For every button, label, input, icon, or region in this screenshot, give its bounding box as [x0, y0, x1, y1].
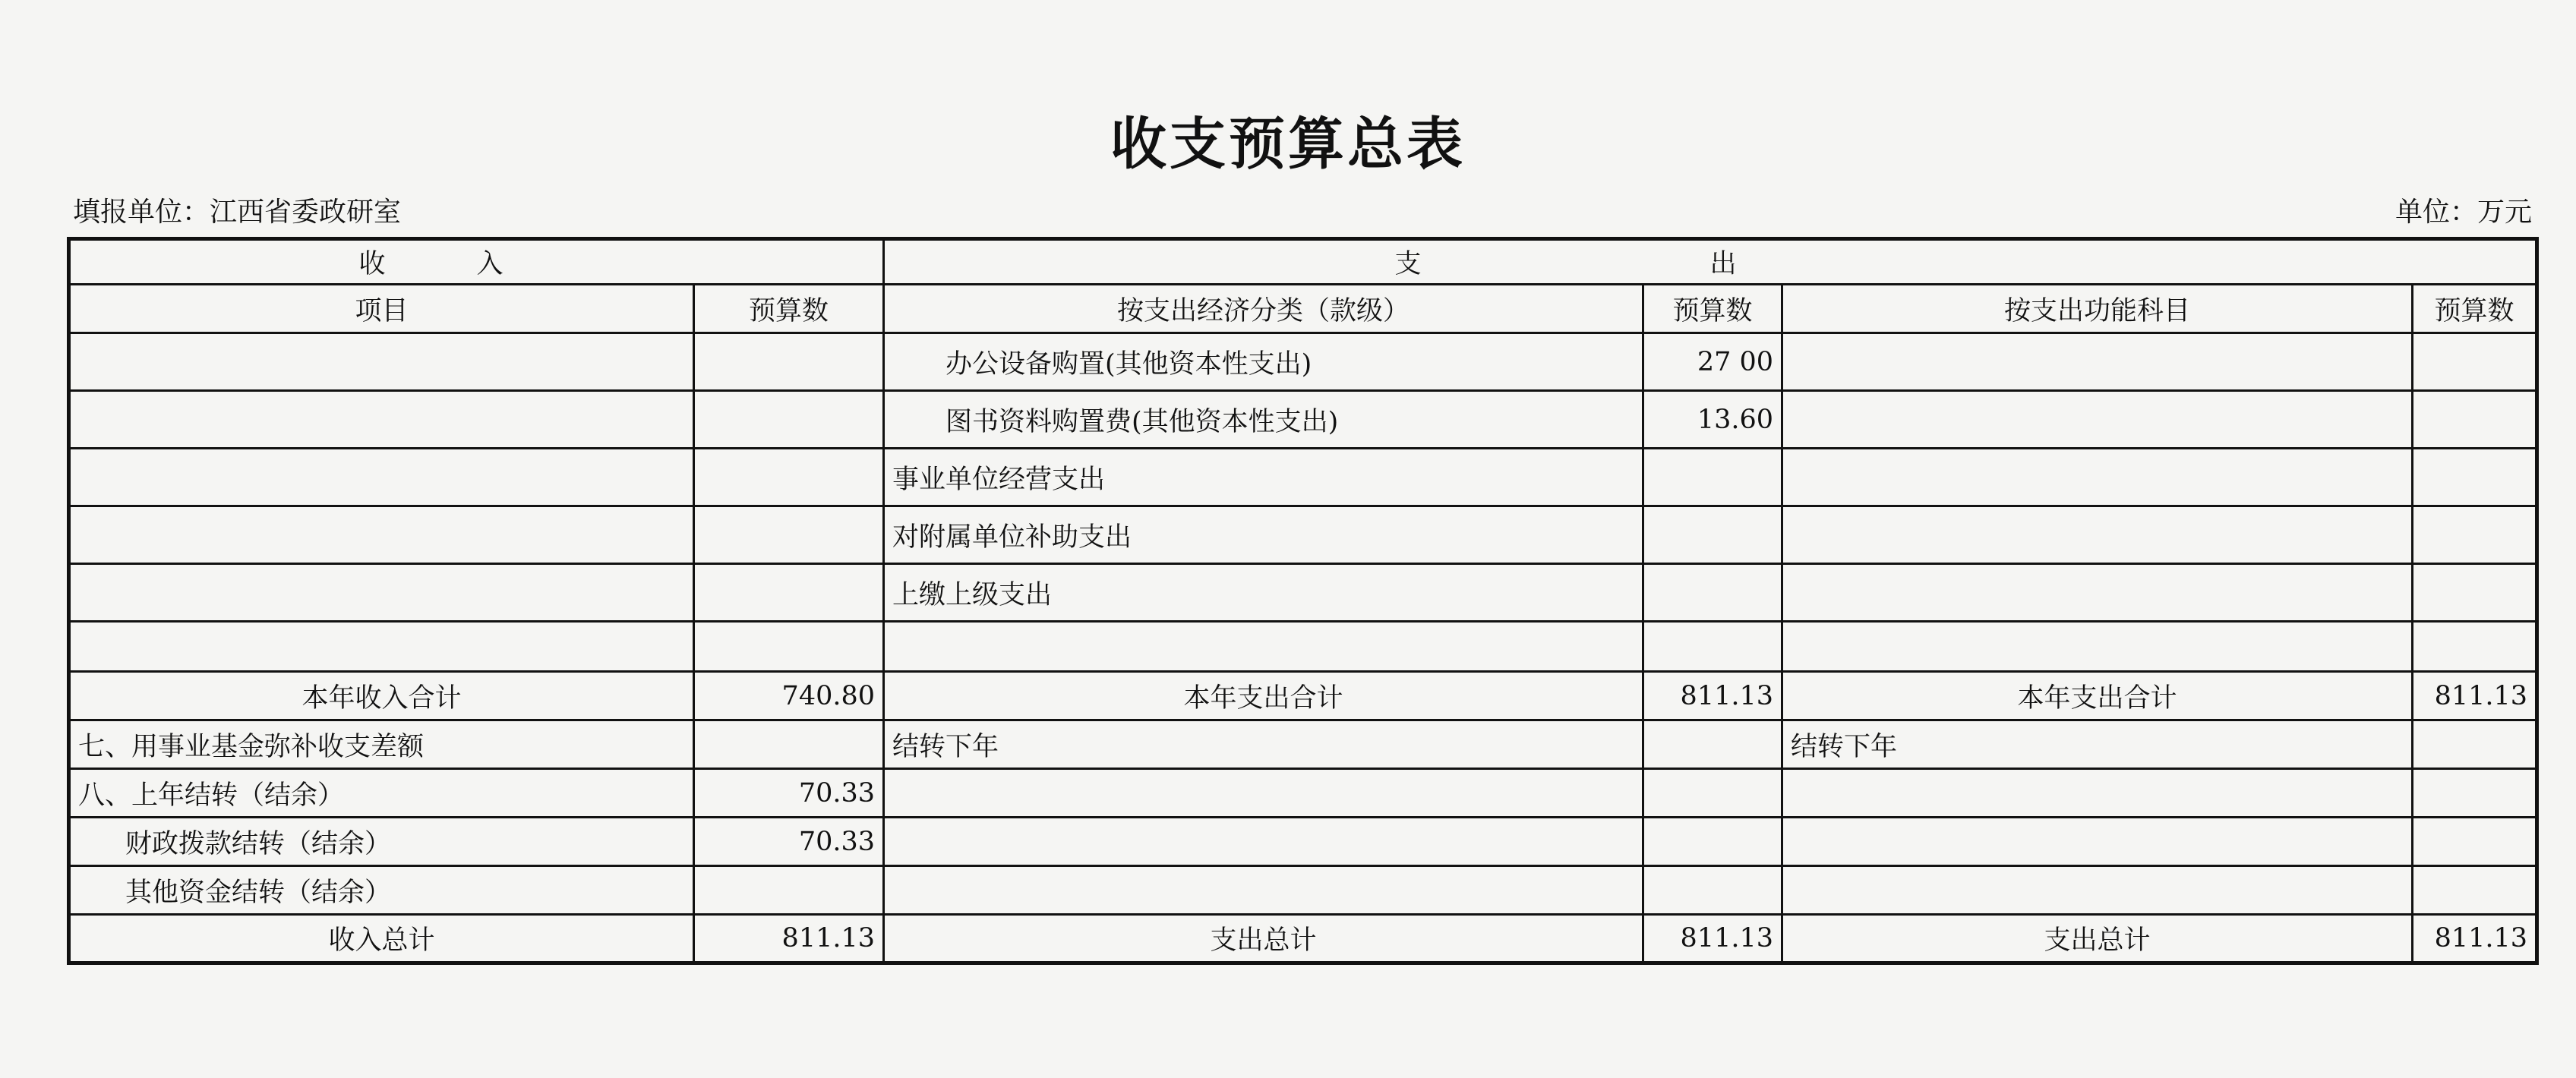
econ-cell [884, 818, 1643, 866]
currency-unit: 单位：万元 [2394, 197, 2532, 228]
func-cell [1782, 506, 2413, 564]
filling-unit: 填报单位：江西省委政研室 [73, 197, 402, 228]
func-value-cell [2413, 866, 2537, 915]
func-value-cell [2413, 622, 2537, 672]
header-item: 项目 [69, 285, 694, 333]
annual-func-label: 本年支出合计 [1782, 672, 2413, 720]
func-value-cell [2413, 449, 2537, 506]
func-cell [1782, 333, 2413, 391]
econ-cell: 图书资料购置费(其他资本性支出) [884, 391, 1643, 449]
func-value-cell [2413, 564, 2537, 622]
econ-cell [884, 622, 1643, 672]
econ-value-cell [1643, 720, 1782, 769]
annual-income-label: 本年收入合计 [69, 672, 694, 720]
table-row [69, 449, 2537, 506]
econ-value-cell [1643, 449, 1782, 506]
func-value-cell [2413, 818, 2537, 866]
func-cell [1782, 564, 2413, 622]
func-value-cell [2413, 769, 2537, 818]
header-econ-budget: 预算数 [1643, 285, 1782, 333]
grand-econ-value: 811.13 [1643, 915, 1782, 963]
econ-cell: 结转下年 [884, 720, 1643, 769]
column-header-row [69, 285, 2537, 333]
econ-value-cell [1643, 769, 1782, 818]
income-section-header: 收入 [69, 239, 884, 285]
item-value-cell [694, 391, 884, 449]
header-func-budget: 预算数 [2413, 285, 2537, 333]
grand-func-value: 811.13 [2413, 915, 2537, 963]
annual-func-value: 811.13 [2413, 672, 2537, 720]
table-row [69, 391, 2537, 449]
table-row [69, 333, 2537, 391]
table-row [69, 769, 2537, 818]
page-title: 收支预算总表 [1110, 112, 1466, 177]
grand-econ-label: 支出总计 [884, 915, 1643, 963]
grand-func-label: 支出总计 [1782, 915, 2413, 963]
annual-econ-label: 本年支出合计 [884, 672, 1643, 720]
econ-value-cell [1643, 506, 1782, 564]
econ-value-cell [1643, 564, 1782, 622]
header-income-budget: 预算数 [694, 285, 884, 333]
table-row [69, 622, 2537, 672]
item-value-cell: 70.33 [694, 769, 884, 818]
item-value-cell [694, 564, 884, 622]
econ-value-cell [1643, 866, 1782, 915]
table-row [69, 506, 2537, 564]
func-cell [1782, 391, 2413, 449]
func-cell [1782, 769, 2413, 818]
econ-value-cell: 13.60 [1643, 391, 1782, 449]
econ-cell [884, 866, 1643, 915]
item-value-cell: 70.33 [694, 818, 884, 866]
econ-cell: 事业单位经营支出 [884, 449, 1643, 506]
item-cell [69, 506, 694, 564]
item-value-cell [694, 506, 884, 564]
budget-table [67, 237, 2539, 965]
econ-cell: 对附属单位补助支出 [884, 506, 1643, 564]
grand-total-row [69, 915, 2537, 963]
func-value-cell [2413, 391, 2537, 449]
item-cell [69, 449, 694, 506]
item-cell [69, 333, 694, 391]
func-cell: 结转下年 [1782, 720, 2413, 769]
econ-cell [884, 769, 1643, 818]
table-row [69, 866, 2537, 915]
econ-value-cell: 27 00 [1643, 333, 1782, 391]
func-cell [1782, 449, 2413, 506]
annual-income-value: 740.80 [694, 672, 884, 720]
econ-cell: 办公设备购置(其他资本性支出) [884, 333, 1643, 391]
func-cell [1782, 818, 2413, 866]
header-econ-class: 按支出经济分类（款级） [884, 285, 1643, 333]
item-value-cell [694, 866, 884, 915]
item-value-cell [694, 720, 884, 769]
grand-income-value: 811.13 [694, 915, 884, 963]
table-row [69, 720, 2537, 769]
item-cell [69, 391, 694, 449]
item-value-cell [694, 622, 884, 672]
section-header-row [69, 239, 2537, 285]
table-row [69, 564, 2537, 622]
annual-total-row [69, 672, 2537, 720]
func-value-cell [2413, 333, 2537, 391]
item-cell: 其他资金结转（结余） [69, 866, 694, 915]
item-cell [69, 622, 694, 672]
annual-econ-value: 811.13 [1643, 672, 1782, 720]
item-cell: 七、用事业基金弥补收支差额 [69, 720, 694, 769]
func-value-cell [2413, 506, 2537, 564]
grand-income-label: 收入总计 [69, 915, 694, 963]
item-value-cell [694, 333, 884, 391]
item-cell: 财政拨款结转（结余） [69, 818, 694, 866]
item-cell [69, 564, 694, 622]
item-cell: 八、上年结转（结余） [69, 769, 694, 818]
econ-value-cell [1643, 622, 1782, 672]
econ-cell: 上缴上级支出 [884, 564, 1643, 622]
table-row [69, 818, 2537, 866]
item-value-cell [694, 449, 884, 506]
func-cell [1782, 866, 2413, 915]
header-func-class: 按支出功能科目 [1782, 285, 2413, 333]
expense-section-header: 支出 [884, 239, 2537, 285]
func-value-cell [2413, 720, 2537, 769]
func-cell [1782, 622, 2413, 672]
econ-value-cell [1643, 818, 1782, 866]
